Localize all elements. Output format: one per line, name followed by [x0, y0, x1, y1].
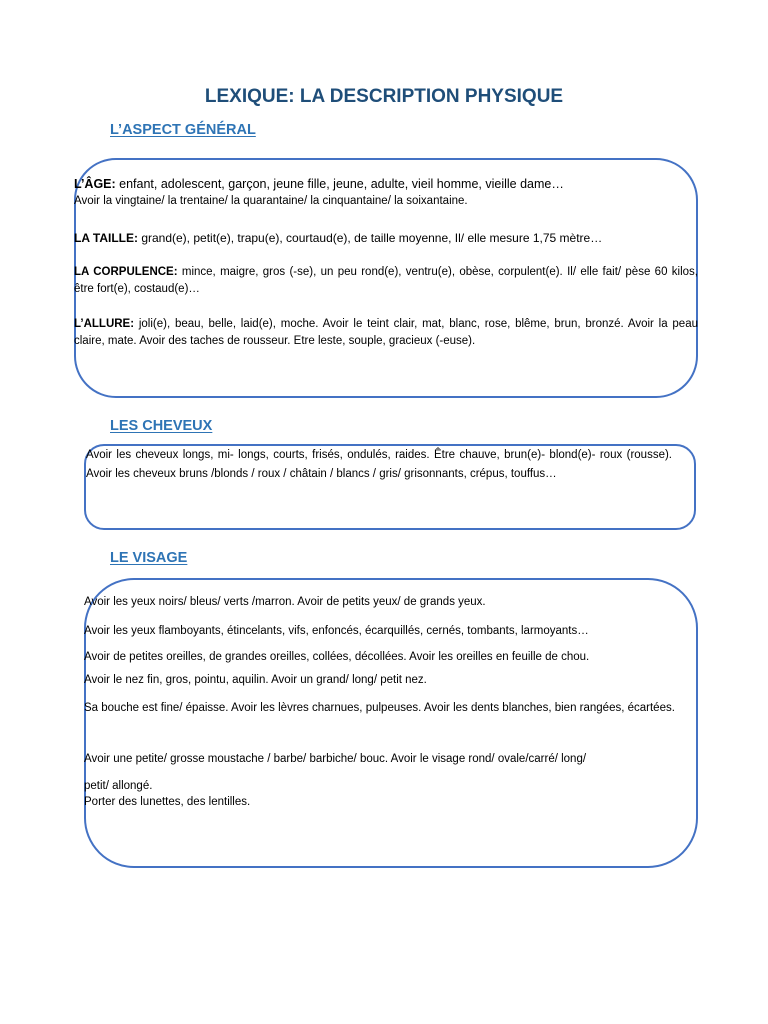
allure-label: L’ALLURE:: [74, 318, 135, 330]
visage-line-6: Avoir une petite/ grosse moustache / barbe/ barbiche/ bouc. Avoir le visage rond/ ovale/carré/ long/: [84, 753, 587, 765]
age-line: [74, 177, 564, 191]
taille-text: grand(e), petit(e), trapu(e), courtaud(e), de taille moyenne, Il/ elle mesure 1,75 mètre…: [137, 231, 603, 245]
age-label: L’ÂGE:: [74, 177, 116, 191]
visage-line-2: Avoir les yeux flamboyants, étincelants, vifs, enfoncés, écarquillés, cernés, tombants, larmoyants…: [84, 625, 589, 637]
taille-line: [74, 231, 602, 245]
section-heading-aspect: L’ASPECT GÉNÉRAL: [110, 122, 256, 138]
visage-line-7: petit/ allongé.: [84, 780, 153, 792]
allure-text: joli(e), beau, belle, laid(e), moche. Avoir le teint clair, mat, blanc, rose, blême, brun, bronzé. Avoir la peau claire, mate. Avoir des taches de rousseur. Etre leste, souple, gracieux (-euse).: [74, 318, 698, 347]
visage-line-1: Avoir les yeux noirs/ bleus/ verts /marron. Avoir de petits yeux/ de grands yeux.: [84, 596, 486, 608]
taille-label: LA TAILLE:: [74, 231, 138, 245]
allure-paragraph: [74, 316, 698, 350]
age-text: enfant, adolescent, garçon, jeune fille, jeune, adulte, vieil homme, vieille dame…: [115, 177, 564, 191]
page-title: LEXIQUE: LA DESCRIPTION PHYSIQUE: [204, 86, 564, 107]
corpulence-label: LA CORPULENCE:: [74, 266, 178, 278]
age-line2: Avoir la vingtaine/ la trentaine/ la quarantaine/ la cinquantaine/ la soixantaine.: [74, 195, 468, 207]
corpulence-paragraph: [74, 264, 698, 298]
section-heading-cheveux: LES CHEVEUX: [110, 418, 213, 434]
section-heading-visage: LE VISAGE: [110, 550, 188, 566]
visage-box: [84, 578, 698, 868]
corpulence-text: mince, maigre, gros (-se), un peu rond(e), ventru(e), obèse, corpulent(e). Il/ elle fait/ pèse 60 kilos, être fort(e), costaud(e)…: [74, 266, 698, 295]
cheveux-text: Avoir les cheveux longs, mi- longs, courts, frisés, ondulés, raides. Être chauve, brun(e)- blond(e)- roux (rousse). Avoir les cheveux bruns /blonds / roux / châtain / blancs / gris/ grisonnants, crépus, touffus…: [86, 449, 672, 480]
visage-line-8: Porter des lunettes, des lentilles.: [84, 796, 251, 808]
visage-line-5: Sa bouche est fine/ épaisse. Avoir les lèvres charnues, pulpeuses. Avoir les dents blanches, bien rangées, écartées.: [84, 702, 675, 714]
visage-line-4: Avoir le nez fin, gros, pointu, aquilin. Avoir un grand/ long/ petit nez.: [84, 674, 427, 686]
visage-line-3: Avoir de petites oreilles, de grandes oreilles, collées, décollées. Avoir les oreilles en feuille de chou.: [84, 651, 590, 663]
